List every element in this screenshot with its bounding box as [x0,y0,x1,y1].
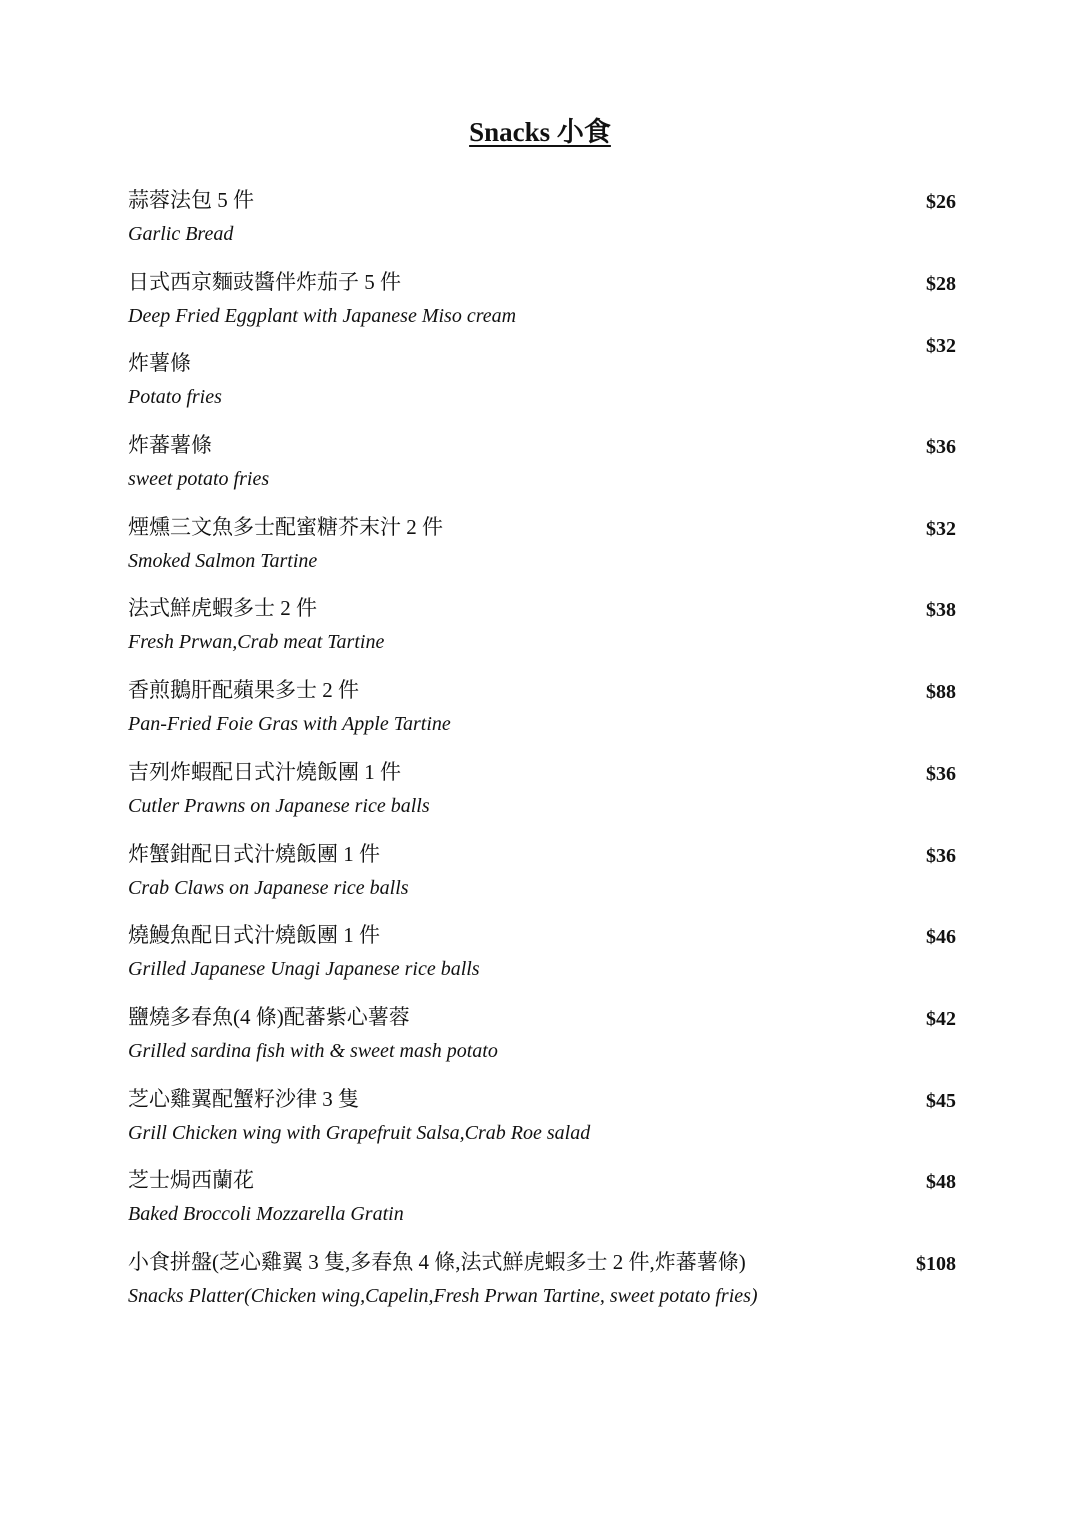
item-price: $42 [926,1007,956,1030]
item-price: $88 [926,681,956,704]
item-price: $32 [926,335,956,358]
menu-item-garlic-bread [128,184,956,266]
menu-item-prawn-crab-tartine [128,592,956,674]
menu-item-grilled-sardina [128,1001,956,1083]
item-name-en: Garlic Bread [128,223,234,245]
menu-item-sweet-potato-fries [128,429,956,511]
item-price: $46 [926,926,956,949]
item-name-en: sweet potato fries [128,468,270,491]
item-name-en: Potato fries [128,386,222,409]
item-name-en: Fresh Prwan,Crab meat Tartine [128,631,385,654]
item-name-zh: 香煎鵝肝配蘋果多士 2 件 [128,678,359,703]
item-name-zh: 炸蟹鉗配日式汁燒飯團 1 件 [128,841,380,866]
menu-item-fried-eggplant [128,266,956,348]
item-price: $108 [916,1252,956,1275]
menu-item-potato-fries [128,335,956,429]
item-price: $45 [926,1089,956,1112]
item-price: $48 [926,1171,956,1194]
item-name-zh: 日式西京麵豉醬伴炸茄子 5 件 [128,269,401,294]
item-name-en: Deep Fried Eggplant with Japanese Miso cream [128,304,517,327]
menu-item-smoked-salmon-tartine [128,511,956,593]
page-title-text: Snacks 小食 [469,117,611,147]
item-price: $36 [926,844,956,867]
item-name-en: Pan-Fried Foie Gras with Apple Tartine [128,713,451,736]
item-name-zh: 芝心雞翼配蟹籽沙律 3 隻 [128,1086,359,1111]
item-name-zh: 法式鮮虎蝦多士 2 件 [128,596,317,621]
item-price: $36 [926,436,956,459]
item-name-en: Snacks Platter(Chicken wing,Capelin,Fresh Prwan Tartine, sweet potato fries) [128,1284,758,1307]
menu-list [128,184,956,1328]
item-name-en: Smoked Salmon Tartine [128,549,318,572]
item-name-zh: 小食拼盤(芝心雞翼 3 隻,多春魚 4 條,法式鮮虎蝦多士 2 件,炸蕃薯條) [128,1249,746,1274]
item-name-en: Baked Broccoli Mozzarella Gratin [128,1203,404,1226]
menu-item-grilled-unagi [128,919,956,1001]
item-name-zh: 炸薯條 [128,351,191,376]
menu-item-crab-claws [128,838,956,920]
item-price: $26 [926,191,956,213]
item-name-en: Grill Chicken wing with Grapefruit Salsa,Crab Roe salad [128,1121,591,1144]
item-price: $36 [926,762,956,785]
item-name-en: Grilled Japanese Unagi Japanese rice balls [128,958,480,981]
item-price: $32 [926,517,956,540]
menu-item-chicken-wing [128,1083,956,1165]
item-name-zh: 吉列炸蝦配日式汁燒飯團 1 件 [128,759,401,784]
item-price: $38 [926,599,956,622]
item-name-en: Grilled sardina fish with & sweet mash potato [128,1039,498,1062]
menu-item-baked-broccoli [128,1164,956,1246]
menu-item-cutlet-prawns [128,756,956,838]
page-title [0,116,1080,148]
item-name-zh: 鹽燒多春魚(4 條)配蕃紫心薯蓉 [128,1004,410,1029]
item-name-zh: 芝士焗西蘭花 [128,1168,254,1193]
item-name-zh: 蒜蓉法包 5 件 [128,188,254,212]
item-name-en: Crab Claws on Japanese rice balls [128,876,409,899]
menu-item-snacks-platter [128,1246,956,1328]
item-name-zh: 炸蕃薯條 [128,433,212,458]
item-name-zh: 燒鰻魚配日式汁燒飯團 1 件 [128,923,380,948]
item-name-en: Cutler Prawns on Japanese rice balls [128,794,430,817]
item-price: $28 [926,272,956,295]
menu-item-foie-gras-tartine [128,674,956,756]
item-name-zh: 煙燻三文魚多士配蜜糖芥末汁 2 件 [128,514,443,539]
